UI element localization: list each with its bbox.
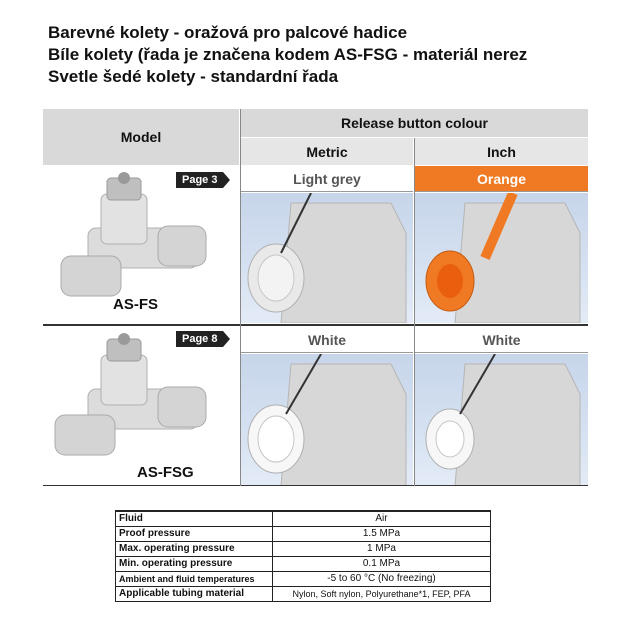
white-collet-image	[241, 354, 413, 486]
model-name-as-fsg: AS-FSG	[137, 464, 194, 481]
spec-table	[115, 510, 491, 602]
inch-cell-as-fs	[415, 166, 588, 323]
page-tag[interactable]: Page 3	[176, 172, 223, 188]
spec-row	[116, 557, 491, 572]
model-header: Model	[43, 109, 239, 165]
spec-key: Ambient and fluid temperatures	[116, 572, 273, 587]
spec-key: Max. operating pressure	[116, 542, 273, 557]
spec-row	[116, 572, 491, 587]
inch-photo	[415, 193, 588, 323]
table-bottom-rule	[43, 485, 588, 486]
product-table	[43, 109, 588, 486]
spec-value: 1 MPa	[273, 542, 491, 557]
metric-photo	[241, 193, 413, 323]
inch-photo	[415, 354, 588, 486]
spec-row	[116, 527, 491, 542]
model-cell-as-fs	[43, 166, 239, 323]
spec-key: Proof pressure	[116, 527, 273, 542]
spec-row	[116, 587, 491, 602]
white-collet-image	[415, 354, 588, 486]
orange-collet-image	[415, 193, 588, 323]
metric-header: Metric	[241, 138, 413, 165]
spec-key: Applicable tubing material	[116, 587, 273, 602]
heading-line-1: Barevné kolety - oražová pro palcové hadice	[48, 23, 408, 42]
row-divider	[43, 324, 588, 326]
spec-value: 1.5 MPa	[273, 527, 491, 542]
metric-colour-label: Light grey	[241, 166, 413, 192]
inch-cell-as-fsg	[415, 327, 588, 486]
column-divider	[240, 109, 241, 486]
metric-photo	[241, 354, 413, 486]
spec-key: Min. operating pressure	[116, 557, 273, 572]
model-cell-as-fsg	[43, 327, 239, 486]
metric-cell-as-fsg	[241, 327, 413, 486]
heading	[48, 22, 527, 88]
metric-cell-as-fs	[241, 166, 413, 323]
inch-colour-label: Orange	[415, 166, 588, 192]
page-tag[interactable]: Page 8	[176, 331, 223, 347]
spec-value: Nylon, Soft nylon, Polyurethane*1, FEP, PFA	[273, 587, 491, 602]
spec-row	[116, 542, 491, 557]
model-name-as-fs: AS-FS	[113, 296, 158, 313]
release-colour-header: Release button colour	[241, 109, 588, 137]
spec-value: 0.1 MPa	[273, 557, 491, 572]
heading-line-2: Bíle kolety (řada je značena kodem AS-FSG - materiál nerez	[48, 45, 528, 64]
spec-value: -5 to 60 °C (No freezing)	[273, 572, 491, 587]
spec-row	[116, 511, 491, 527]
spec-value: Air	[273, 511, 491, 527]
inch-colour-label: White	[415, 327, 588, 353]
as-fsg-fitting-image	[43, 327, 239, 486]
spec-key: Fluid	[116, 511, 273, 527]
light-grey-collet-image	[241, 193, 413, 323]
metric-colour-label: White	[241, 327, 413, 353]
inch-header: Inch	[415, 138, 588, 165]
heading-line-3: Svetle šedé kolety - standardní řada	[48, 67, 339, 86]
column-divider	[414, 138, 415, 486]
